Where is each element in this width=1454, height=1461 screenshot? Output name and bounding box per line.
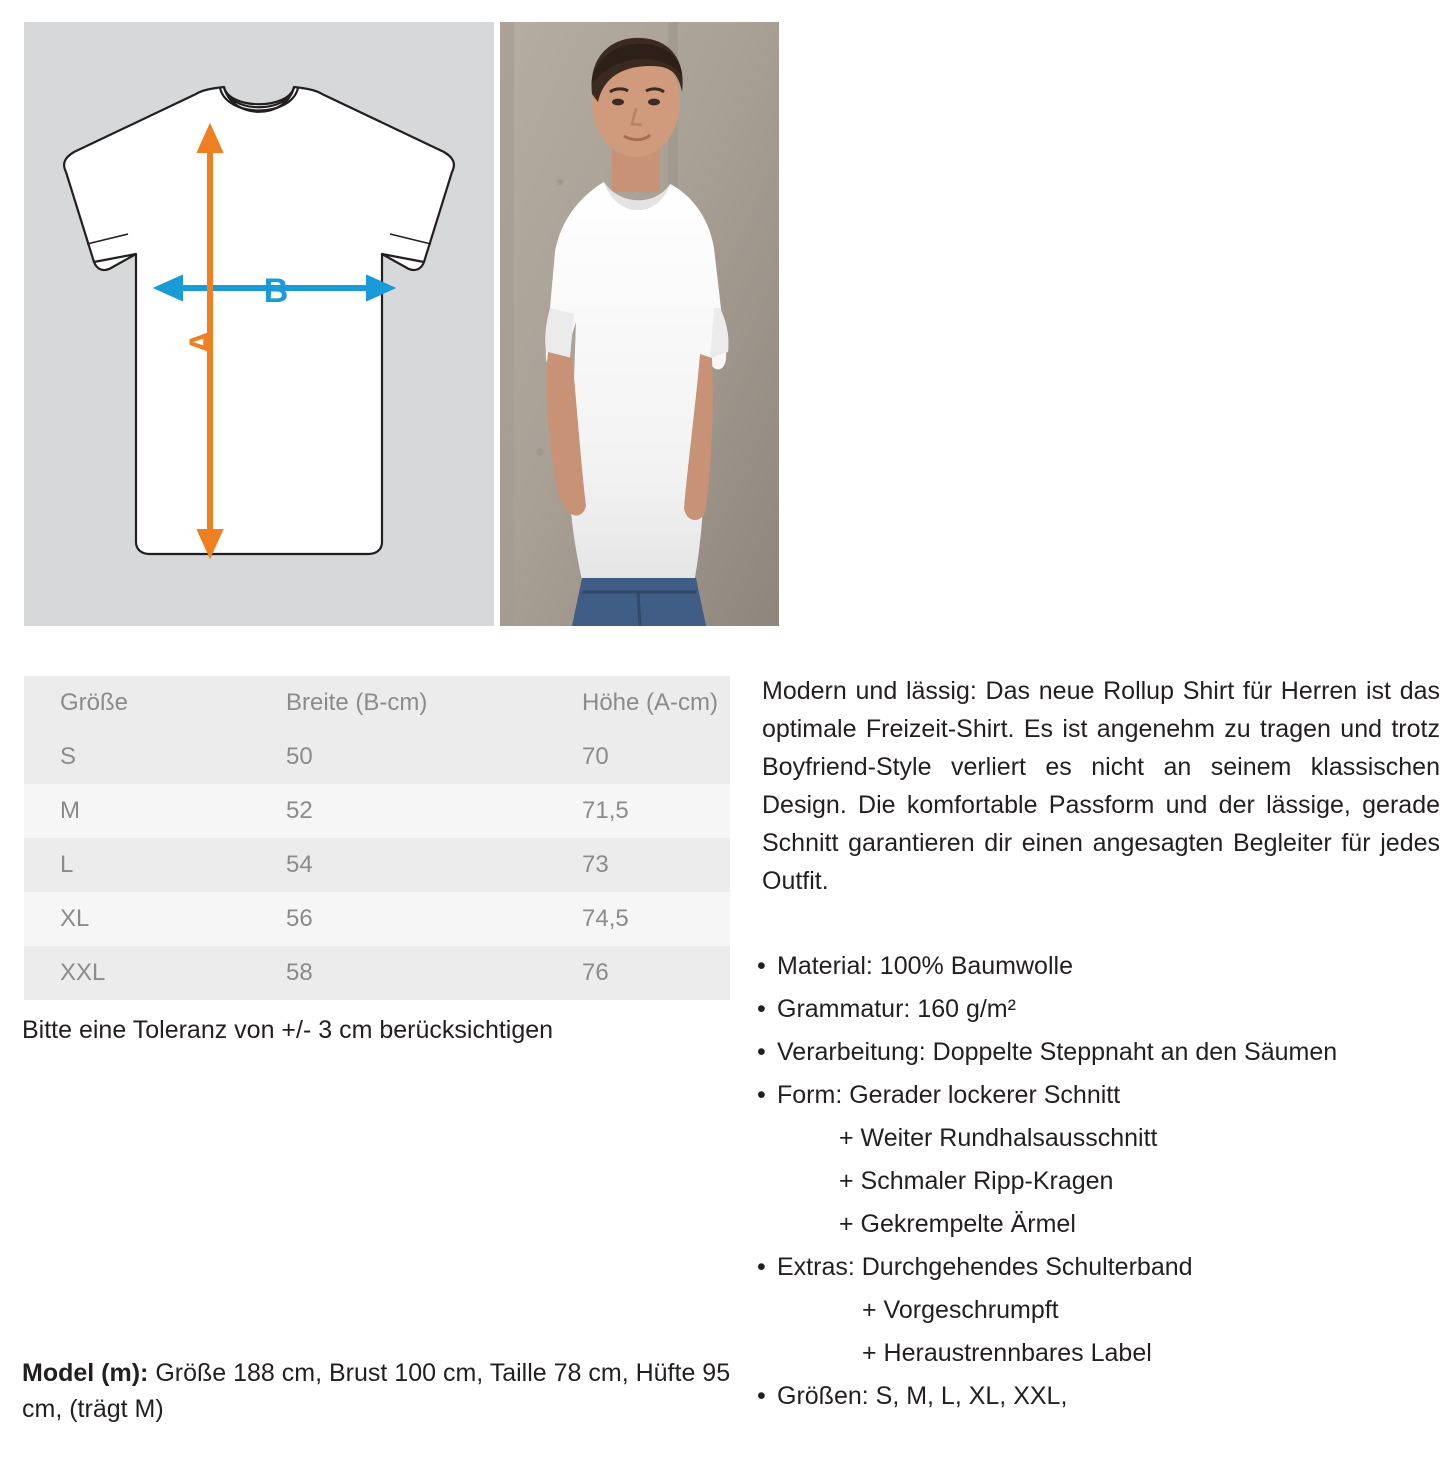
cell-size: L [60, 851, 74, 878]
cell-height: 76 [582, 959, 609, 986]
list-item-label: Größen: S, M, L, XL, XXL, [777, 1382, 1068, 1410]
measurement-diagram-panel [24, 22, 494, 626]
cell-width: 58 [286, 959, 313, 986]
model-photo [500, 22, 779, 626]
table-row [24, 838, 730, 892]
size-table [24, 676, 730, 1000]
diagram-label-b: B [263, 272, 289, 310]
tshirt-measurement-diagram [24, 22, 494, 626]
table-row [24, 946, 730, 1000]
cell-width: 54 [286, 851, 313, 878]
cell-size: S [60, 743, 77, 770]
list-item-label: Form: Gerader lockerer Schnitt [777, 1081, 1121, 1109]
cell-width: 50 [286, 743, 313, 770]
list-item-label: Material: 100% Baumwolle [777, 952, 1073, 980]
bullet-icon: • [757, 952, 766, 980]
bullet-icon: • [757, 1038, 766, 1066]
cell-height: 74,5 [582, 905, 629, 932]
cell-size: M [60, 797, 80, 824]
column-header-size: Größe [60, 689, 129, 716]
table-row [24, 784, 730, 838]
list-item [757, 1083, 1447, 1108]
list-sub-item: + Gekrempelte Ärmel [839, 1210, 1076, 1238]
column-header-height: Höhe (A-cm) [582, 689, 719, 716]
cell-width: 56 [286, 905, 313, 932]
model-measurements-text: Größe 188 cm, Brust 100 cm, Taille 78 cm, Hüfte 95 cm, (trägt M) [22, 1359, 731, 1424]
product-images-row [24, 22, 1430, 626]
cell-size: XL [60, 905, 90, 932]
table-row [24, 730, 730, 784]
list-sub-item: + Heraustrennbares Label [862, 1339, 1152, 1367]
model-photo-illustration [500, 22, 779, 626]
list-item [757, 1040, 1447, 1065]
list-sub-item: + Schmaler Ripp-Kragen [839, 1167, 1114, 1195]
bullet-icon: • [757, 995, 766, 1023]
bullet-icon: • [757, 1081, 766, 1109]
list-sub-item: + Weiter Rundhalsausschnitt [839, 1124, 1158, 1152]
list-item-label: Verarbeitung: Doppelte Steppnaht an den Säumen [777, 1038, 1338, 1066]
column-header-width: Breite (B-cm) [286, 689, 428, 716]
cell-height: 73 [582, 851, 609, 878]
model-measurements-note [22, 1355, 752, 1428]
product-description: Modern und lässig: Das neue Rollup Shirt für Herren ist das optimale Freizeit-Shirt. Es ist angenehm zu tragen und trotz Boyfriend-Style verliert es nicht an seinem klassischen Design. Die komfortable Passform und der lässige, gerade Schnitt garantieren dir einen angesagten Begleiter für jedes Outfit. [762, 677, 1440, 895]
list-item [757, 1255, 1447, 1280]
model-label: Model (m): [22, 1359, 149, 1387]
table-header-row [24, 676, 730, 730]
cell-size: XXL [60, 959, 106, 986]
list-item [757, 997, 1447, 1022]
bullet-icon: • [757, 1382, 766, 1410]
list-item [757, 1384, 1447, 1409]
product-feature-list [757, 954, 1447, 1427]
list-item-label: Grammatur: 160 g/m² [777, 995, 1016, 1023]
cell-height: 71,5 [582, 797, 629, 824]
tolerance-note: Bitte eine Toleranz von +/- 3 cm berücksichtigen [22, 1016, 554, 1044]
list-sub-item: + Vorgeschrumpft [862, 1296, 1059, 1324]
list-item [757, 954, 1447, 979]
diagram-label-a: A [183, 329, 221, 355]
list-item-label: Extras: Durchgehendes Schulterband [777, 1253, 1193, 1281]
table-row [24, 892, 730, 946]
bullet-icon: • [757, 1253, 766, 1281]
cell-width: 52 [286, 797, 313, 824]
cell-height: 70 [582, 743, 609, 770]
